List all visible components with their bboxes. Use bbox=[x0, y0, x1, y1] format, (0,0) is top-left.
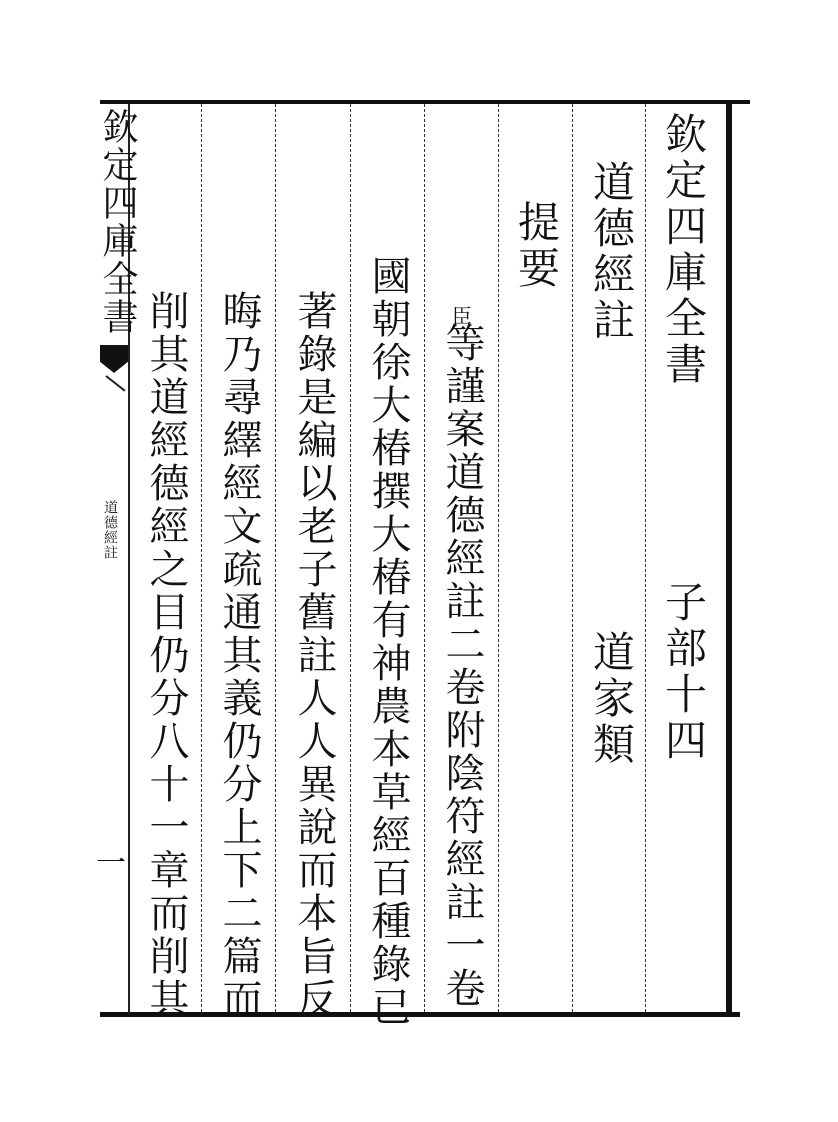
column-divider bbox=[572, 104, 573, 1012]
text-column-1: 等謹案道德經註二卷附陰符經註一卷 bbox=[439, 322, 485, 1010]
text-column-4: 晦乃尋繹經文疏通其義仍分上下二篇而 bbox=[216, 290, 262, 1021]
text-column-5: 削其道經德經之目仍分八十一章而削其 bbox=[143, 290, 189, 1021]
frame-bottom-rule bbox=[100, 1012, 740, 1017]
frame-right-rule bbox=[726, 100, 732, 1017]
work-title: 道德經註 bbox=[587, 160, 636, 344]
text-column-3: 著錄是編以老子舊註人人異說而本旨反 bbox=[291, 290, 337, 1021]
fish-tail-line bbox=[105, 375, 125, 391]
tiyao-heading: 提要 bbox=[512, 200, 561, 292]
category-sub: 道家類 bbox=[587, 630, 636, 768]
margin-page-number: 一 bbox=[96, 846, 126, 881]
margin-book-title: 欽定四庫全書 bbox=[97, 108, 138, 336]
column-divider bbox=[201, 104, 202, 1012]
column-divider bbox=[424, 104, 425, 1012]
column-divider bbox=[498, 104, 499, 1012]
fish-tail-mark bbox=[100, 345, 128, 373]
header-title: 欽定四庫全書 bbox=[659, 112, 708, 388]
frame-top-rule bbox=[100, 100, 750, 104]
chen-mark: 臣 bbox=[452, 304, 472, 328]
column-divider bbox=[645, 104, 646, 1012]
category-main: 子部十四 bbox=[659, 580, 708, 764]
margin-section-title: 道德經註 bbox=[102, 500, 118, 560]
column-divider bbox=[275, 104, 276, 1012]
column-divider bbox=[350, 104, 351, 1012]
text-column-2: 國朝徐大椿撰大椿有神農本草經百種錄已 bbox=[365, 255, 411, 1029]
